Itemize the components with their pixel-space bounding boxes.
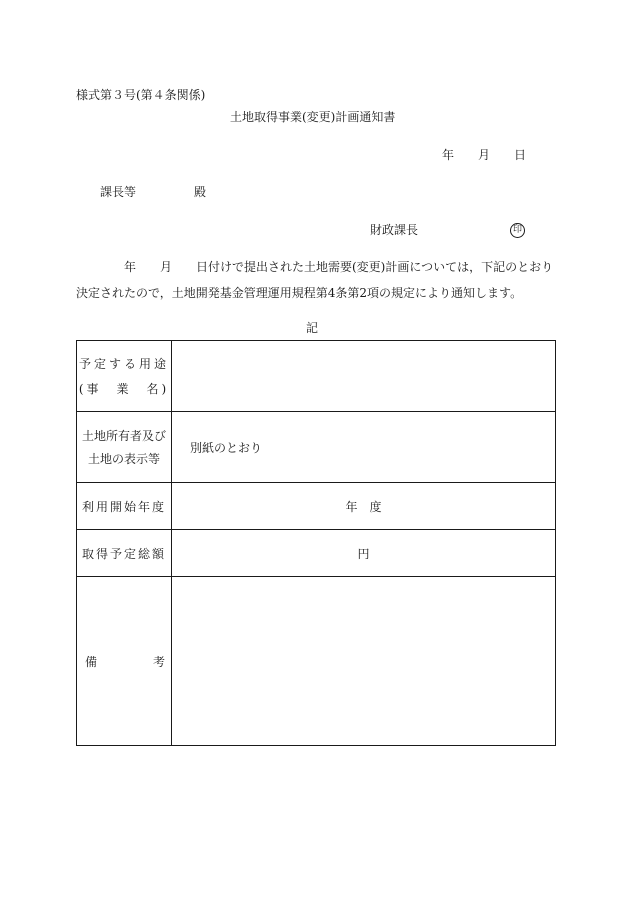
- label-line: 利用開始年度: [81, 499, 166, 514]
- document-title: 土地取得事業(変更)計画通知書: [230, 110, 396, 124]
- label-landowner: [77, 412, 172, 483]
- addressee-honorific: 殿: [194, 185, 207, 199]
- label-line: (事 業 名): [78, 382, 170, 396]
- label-line: 取得予定総額: [81, 546, 166, 561]
- form-table: [76, 340, 556, 746]
- body-text-line1: 年 月 日付けで提出された土地需要(変更)計画については，下記のとおり: [124, 260, 554, 274]
- table-row: [77, 483, 556, 530]
- label-remarks: [77, 577, 172, 746]
- sender-name: 財政課長: [370, 223, 419, 237]
- value-intended-use[interactable]: [172, 341, 556, 412]
- label-line: 土地の表示等: [87, 452, 160, 466]
- date-year: 年: [442, 148, 455, 162]
- label-line: 予定する用途: [78, 357, 169, 371]
- table-row: [77, 412, 556, 483]
- table-row: [77, 577, 556, 746]
- value-start-year[interactable]: 年 度: [172, 483, 556, 530]
- addressee-name: 課長等: [100, 185, 137, 199]
- date-line: [442, 146, 526, 163]
- label-remarks-a: 備: [85, 654, 98, 669]
- addressee: [100, 183, 206, 200]
- label-start-year: [77, 483, 172, 530]
- date-day: 日: [514, 148, 527, 162]
- label-line: 土地所有者及び: [81, 429, 166, 443]
- sender: [370, 221, 525, 238]
- label-total-amount: [77, 530, 172, 577]
- label-remarks-b: 考: [152, 654, 165, 669]
- value-remarks[interactable]: [172, 577, 556, 746]
- label-intended-use: [77, 341, 172, 412]
- body-text-line2: 決定されたので，土地開発基金管理運用規程第4条第2項の規定により通知します。: [76, 286, 523, 300]
- value-total-amount[interactable]: 円: [172, 530, 556, 577]
- form-number: 様式第３号(第４条関係): [76, 88, 206, 102]
- seal-mark: 印: [510, 223, 525, 238]
- table-row: [77, 530, 556, 577]
- date-month: 月: [478, 148, 491, 162]
- ki-heading: 記: [306, 321, 319, 335]
- value-landowner[interactable]: 別紙のとおり: [172, 412, 556, 483]
- table-row: [77, 341, 556, 412]
